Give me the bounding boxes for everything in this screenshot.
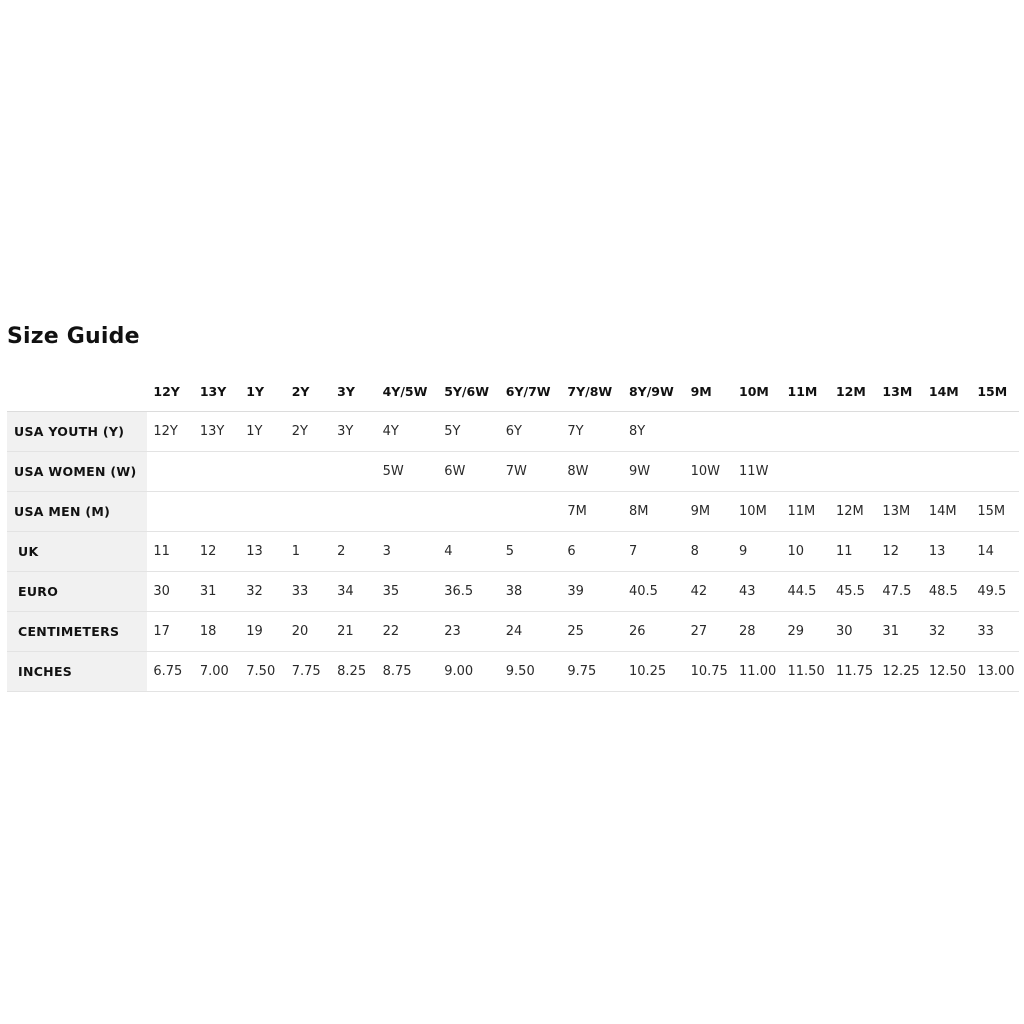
table-cell: 13M — [876, 492, 922, 532]
table-cell: 8W — [561, 452, 623, 492]
table-cell: 10.25 — [623, 652, 685, 692]
table-cell: 42 — [685, 572, 733, 612]
column-header: 9M — [685, 372, 733, 412]
table-cell: 24 — [500, 612, 562, 652]
table-cell: 6 — [561, 532, 623, 572]
table-cell: 13Y — [194, 412, 240, 452]
table-cell: 2 — [331, 532, 376, 572]
table-cell: 11M — [782, 492, 830, 532]
column-header: 6Y/7W — [500, 372, 562, 412]
table-cell — [500, 492, 562, 532]
table-cell — [876, 452, 922, 492]
table-cell: 18 — [194, 612, 240, 652]
table-cell: 4 — [438, 532, 500, 572]
table-cell: 32 — [923, 612, 971, 652]
row-label: CENTIMETERS — [7, 612, 147, 652]
table-cell — [331, 452, 376, 492]
table-cell: 8.25 — [331, 652, 376, 692]
table-cell: 31 — [876, 612, 922, 652]
column-header: 14M — [923, 372, 971, 412]
table-cell: 11 — [147, 532, 193, 572]
table-cell: 38 — [500, 572, 562, 612]
table-cell: 14M — [923, 492, 971, 532]
table-row — [7, 572, 1019, 612]
table-cell: 20 — [286, 612, 331, 652]
table-cell: 21 — [331, 612, 376, 652]
table-cell: 39 — [561, 572, 623, 612]
table-cell — [923, 412, 971, 452]
table-cell: 25 — [561, 612, 623, 652]
table-cell: 3Y — [331, 412, 376, 452]
table-cell — [782, 412, 830, 452]
size-guide-table — [7, 372, 1019, 692]
table-cell — [733, 412, 781, 452]
column-header: 12M — [830, 372, 876, 412]
table-cell: 33 — [286, 572, 331, 612]
row-label: EURO — [7, 572, 147, 612]
table-cell: 6W — [438, 452, 500, 492]
table-cell: 8 — [685, 532, 733, 572]
table-cell: 32 — [240, 572, 285, 612]
table-cell: 7Y — [561, 412, 623, 452]
table-cell: 11.75 — [830, 652, 876, 692]
column-header: 1Y — [240, 372, 285, 412]
table-corner-cell — [7, 372, 147, 412]
table-cell — [286, 452, 331, 492]
table-cell: 10.75 — [685, 652, 733, 692]
column-header: 4Y/5W — [377, 372, 439, 412]
table-cell: 9.50 — [500, 652, 562, 692]
table-cell: 12.50 — [923, 652, 971, 692]
column-header: 5Y/6W — [438, 372, 500, 412]
table-cell: 9 — [733, 532, 781, 572]
column-header: 8Y/9W — [623, 372, 685, 412]
table-cell: 49.5 — [971, 572, 1019, 612]
table-cell — [194, 452, 240, 492]
table-cell: 29 — [782, 612, 830, 652]
column-header: 3Y — [331, 372, 376, 412]
table-cell: 5Y — [438, 412, 500, 452]
table-row — [7, 492, 1019, 532]
table-cell: 23 — [438, 612, 500, 652]
table-cell: 12 — [876, 532, 922, 572]
table-cell: 13 — [240, 532, 285, 572]
table-cell: 14 — [971, 532, 1019, 572]
table-body — [7, 412, 1019, 692]
table-cell — [240, 452, 285, 492]
column-header: 7Y/8W — [561, 372, 623, 412]
table-cell: 13.00 — [971, 652, 1019, 692]
table-cell: 35 — [377, 572, 439, 612]
table-cell: 1 — [286, 532, 331, 572]
table-cell — [923, 452, 971, 492]
table-row — [7, 612, 1019, 652]
table-cell: 31 — [194, 572, 240, 612]
table-cell: 26 — [623, 612, 685, 652]
table-cell — [876, 412, 922, 452]
row-label: USA WOMEN (W) — [7, 452, 147, 492]
table-cell: 7W — [500, 452, 562, 492]
table-cell: 8.75 — [377, 652, 439, 692]
table-cell: 15M — [971, 492, 1019, 532]
table-cell — [830, 452, 876, 492]
column-header: 10M — [733, 372, 781, 412]
table-cell: 2Y — [286, 412, 331, 452]
table-cell: 9.75 — [561, 652, 623, 692]
row-label: INCHES — [7, 652, 147, 692]
table-cell: 44.5 — [782, 572, 830, 612]
table-cell: 30 — [147, 572, 193, 612]
table-cell: 22 — [377, 612, 439, 652]
column-header: 2Y — [286, 372, 331, 412]
table-cell: 7.00 — [194, 652, 240, 692]
table-cell — [782, 452, 830, 492]
table-cell: 28 — [733, 612, 781, 652]
table-cell: 36.5 — [438, 572, 500, 612]
table-row — [7, 412, 1019, 452]
table-cell: 5 — [500, 532, 562, 572]
table-cell: 11W — [733, 452, 781, 492]
row-label: USA YOUTH (Y) — [7, 412, 147, 452]
table-cell: 10W — [685, 452, 733, 492]
table-cell: 3 — [377, 532, 439, 572]
table-cell: 34 — [331, 572, 376, 612]
table-cell — [147, 452, 193, 492]
table-cell — [286, 492, 331, 532]
table-cell: 13 — [923, 532, 971, 572]
table-cell: 9W — [623, 452, 685, 492]
table-cell: 5W — [377, 452, 439, 492]
table-cell: 6Y — [500, 412, 562, 452]
table-cell: 7.50 — [240, 652, 285, 692]
table-cell — [331, 492, 376, 532]
table-cell: 11.50 — [782, 652, 830, 692]
table-cell — [240, 492, 285, 532]
table-cell — [377, 492, 439, 532]
table-cell — [685, 412, 733, 452]
table-cell: 12 — [194, 532, 240, 572]
table-cell — [147, 492, 193, 532]
table-cell: 11 — [830, 532, 876, 572]
table-cell: 43 — [733, 572, 781, 612]
column-header: 15M — [971, 372, 1019, 412]
table-cell: 27 — [685, 612, 733, 652]
table-cell: 1Y — [240, 412, 285, 452]
table-header-row — [7, 372, 1019, 412]
table-cell: 8M — [623, 492, 685, 532]
table-cell: 30 — [830, 612, 876, 652]
table-cell — [971, 452, 1019, 492]
table-cell — [830, 412, 876, 452]
table-cell: 12Y — [147, 412, 193, 452]
table-cell: 4Y — [377, 412, 439, 452]
table-cell: 33 — [971, 612, 1019, 652]
table-cell: 7M — [561, 492, 623, 532]
table-cell: 12.25 — [876, 652, 922, 692]
table-cell: 40.5 — [623, 572, 685, 612]
table-cell: 47.5 — [876, 572, 922, 612]
table-cell — [194, 492, 240, 532]
row-label: USA MEN (M) — [7, 492, 147, 532]
table-cell: 10 — [782, 532, 830, 572]
table-cell: 45.5 — [830, 572, 876, 612]
table-cell: 10M — [733, 492, 781, 532]
column-header: 13M — [876, 372, 922, 412]
table-row — [7, 532, 1019, 572]
table-cell: 48.5 — [923, 572, 971, 612]
page-title: Size Guide — [7, 324, 140, 349]
column-header: 12Y — [147, 372, 193, 412]
table-cell: 9.00 — [438, 652, 500, 692]
table-cell — [438, 492, 500, 532]
table-cell: 6.75 — [147, 652, 193, 692]
table-cell: 7 — [623, 532, 685, 572]
table-cell: 19 — [240, 612, 285, 652]
table-cell: 9M — [685, 492, 733, 532]
table-cell: 7.75 — [286, 652, 331, 692]
table-row — [7, 452, 1019, 492]
table-cell: 11.00 — [733, 652, 781, 692]
table-cell: 12M — [830, 492, 876, 532]
table-cell: 17 — [147, 612, 193, 652]
column-header: 11M — [782, 372, 830, 412]
table-row — [7, 652, 1019, 692]
table-cell — [971, 412, 1019, 452]
row-label: UK — [7, 532, 147, 572]
column-header: 13Y — [194, 372, 240, 412]
table-cell: 8Y — [623, 412, 685, 452]
